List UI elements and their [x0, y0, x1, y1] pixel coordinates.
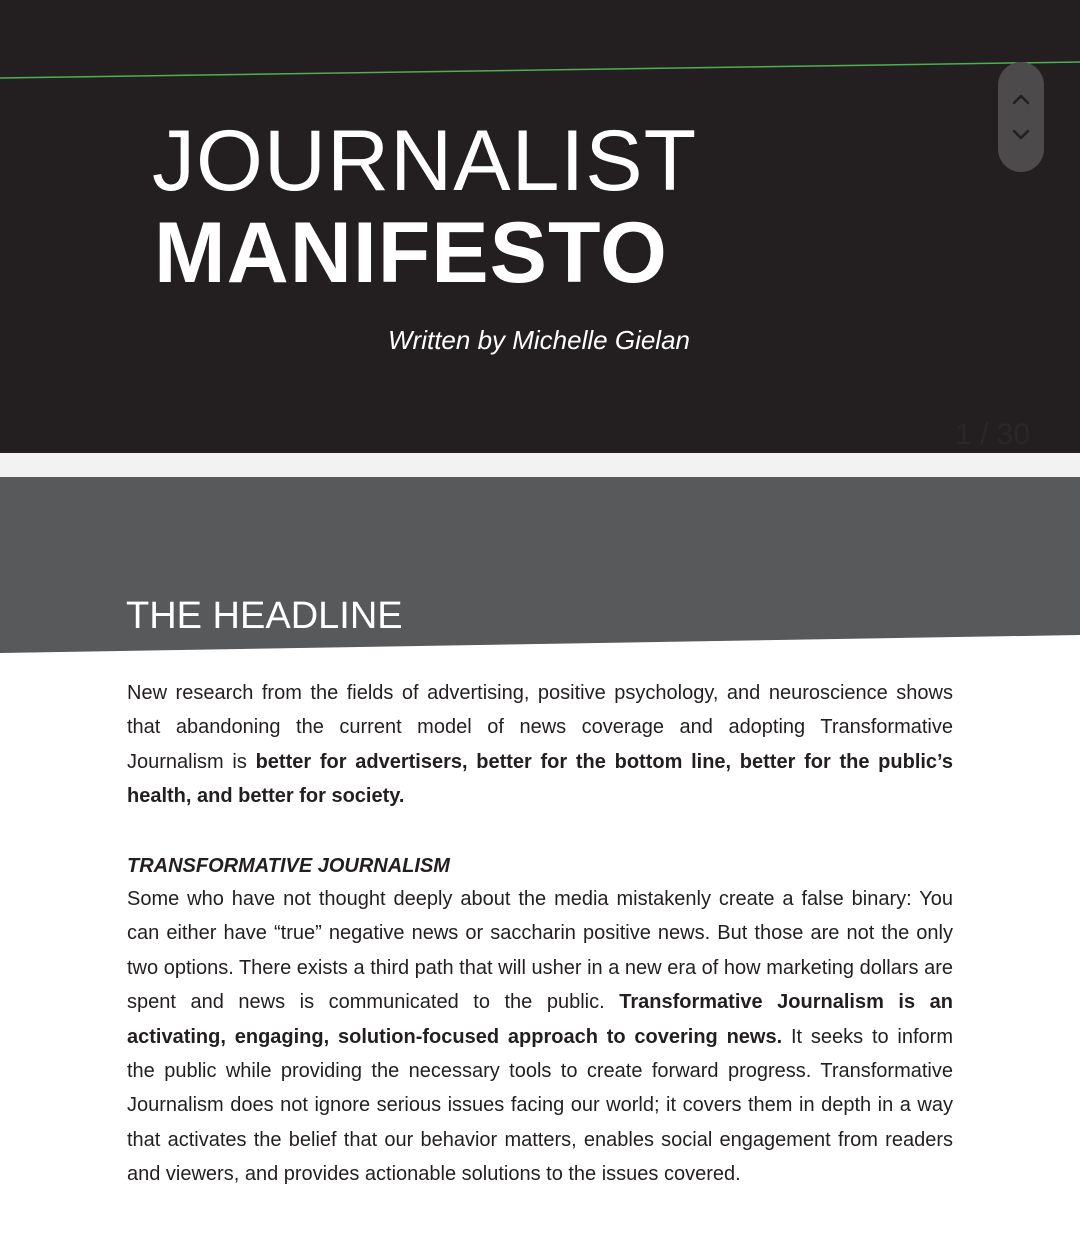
body-text-part-2: It seeks to inform the public while providing the necessary tools to create forward progress. Transformative Journalism does not ignore serious issues facing our world; it covers them in depth in a way that activates the belief that our behavior matters, enables social engagement from readers and viewers, and provides actionable solutions to the issues covered.	[127, 1025, 953, 1186]
byline: Written by Michelle Gielan	[388, 325, 690, 355]
page-separator	[0, 453, 1080, 477]
next-page-button[interactable]	[998, 112, 1044, 158]
body-paragraph	[127, 882, 953, 1192]
cover-page	[0, 0, 1080, 453]
chevron-down-icon	[1011, 128, 1031, 142]
title-line-1: JOURNALIST	[152, 113, 698, 209]
page-counter: 1 / 30	[954, 418, 1030, 451]
intro-bold-text: better for advertisers, better for the bottom line, better for the public’s health, and better for society.	[127, 750, 953, 808]
page-navigation	[998, 62, 1044, 172]
body-text-part-1: Some who have not thought deeply about the media mistakenly create a false binary: You can either have “true” negative news or saccharin positive news. But those are not the only two options. There exists a third path that will usher in a new era of how marketing dollars are spent and news is communicated to the public.	[127, 888, 953, 1014]
subheading: TRANSFORMATIVE JOURNALISM	[127, 855, 450, 877]
title-line-2: MANIFESTO	[154, 205, 668, 301]
section-title: THE HEADLINE	[126, 595, 403, 637]
accent-line	[0, 0, 1080, 90]
chevron-up-icon	[1011, 92, 1031, 106]
intro-paragraph	[127, 676, 953, 814]
body-bold-text: Transformative Journalism is an activating, engaging, solution-focused approach to covering news.	[127, 991, 954, 1048]
intro-text: New research from the fields of advertising, positive psychology, and neuroscience shows that abandoning the current model of news coverage and adopting Transformative Journalism is	[127, 682, 953, 773]
